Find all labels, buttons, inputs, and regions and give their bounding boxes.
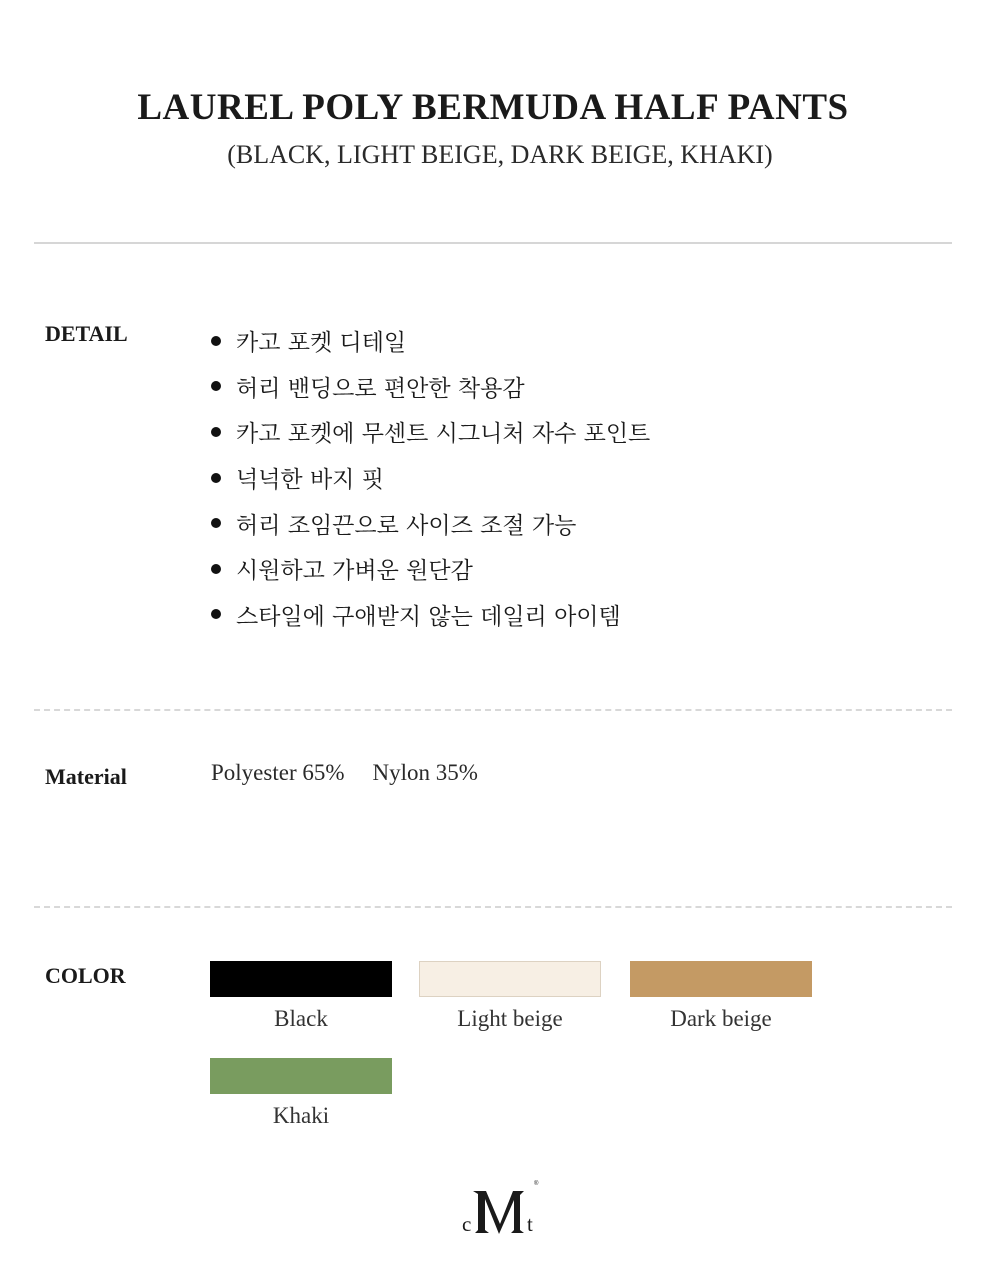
color-swatch-khaki bbox=[210, 1058, 392, 1094]
bullet-icon bbox=[211, 564, 221, 574]
svg-text:c: c bbox=[462, 1212, 472, 1236]
bullet-icon bbox=[211, 381, 221, 391]
bullet-icon bbox=[211, 518, 221, 528]
section-divider bbox=[34, 709, 952, 711]
detail-item: 넉넉한 바지 핏 bbox=[208, 455, 650, 501]
bullet-icon bbox=[211, 336, 221, 346]
material-value: Polyester 65% bbox=[211, 760, 345, 785]
detail-item: 시원하고 가벼운 원단감 bbox=[208, 546, 650, 592]
detail-item: 허리 조임끈으로 사이즈 조절 가능 bbox=[208, 500, 650, 546]
detail-item: 카고 포켓 디테일 bbox=[208, 318, 650, 364]
detail-item: 스타일에 구애받지 않는 데일리 아이템 bbox=[208, 592, 650, 638]
svg-text:®: ® bbox=[534, 1181, 539, 1187]
bullet-icon bbox=[211, 427, 221, 437]
detail-item: 카고 포켓에 무센트 시그니처 자수 포인트 bbox=[208, 409, 650, 455]
product-title: LAUREL POLY BERMUDA HALF PANTS bbox=[137, 87, 849, 128]
detail-label: DETAIL bbox=[45, 321, 128, 346]
color-swatch-label: Dark beige bbox=[670, 1006, 772, 1031]
color-swatch-label: Light beige bbox=[457, 1006, 563, 1031]
svg-text:t: t bbox=[527, 1212, 533, 1236]
color-swatch-black bbox=[210, 961, 392, 997]
bullet-icon bbox=[211, 473, 221, 483]
material-label: Material bbox=[45, 764, 127, 789]
material-value: Nylon 35% bbox=[372, 760, 478, 785]
color-label: COLOR bbox=[45, 963, 126, 988]
header-divider bbox=[34, 242, 952, 244]
color-swatch-label: Black bbox=[274, 1006, 328, 1031]
color-swatch-dark-beige bbox=[630, 961, 812, 997]
bullet-icon bbox=[211, 609, 221, 619]
detail-list bbox=[208, 318, 650, 637]
section-divider bbox=[34, 906, 952, 908]
material-composition bbox=[211, 760, 478, 786]
color-swatch-label: Khaki bbox=[272, 1103, 330, 1128]
product-color-list: (BLACK, LIGHT BEIGE, DARK BEIGE, KHAKI) bbox=[227, 140, 773, 169]
color-swatch-light-beige bbox=[419, 961, 601, 997]
brand-logo bbox=[452, 1172, 548, 1242]
detail-item: 허리 밴딩으로 편안한 착용감 bbox=[208, 364, 650, 410]
